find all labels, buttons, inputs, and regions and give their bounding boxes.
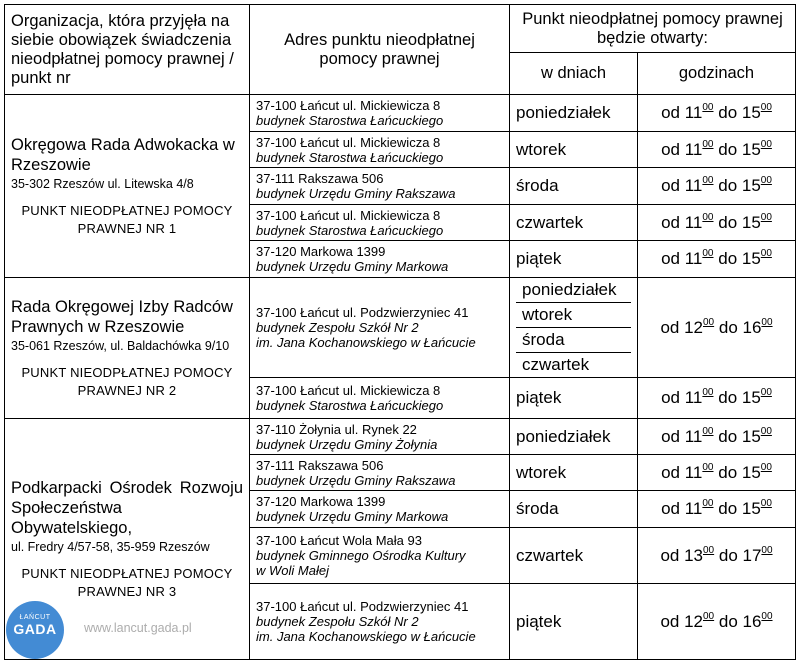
day-cell: wtorek (510, 455, 638, 491)
point-address: 37-100 Łańcut ul. Mickiewicza 8 budynek Starostwa Łańcuckiego (250, 95, 510, 132)
point-address: 37-111 Rakszawa 506 budynek Urzędu Gminy Rakszawa (250, 455, 510, 491)
day-cell: piątek (510, 241, 638, 278)
hours-cell: od $11^{00}$ do $15^{00}$ (638, 132, 796, 168)
day-item: poniedziałek (522, 280, 617, 299)
org-address: ul. Fredry 4/57-58, 35-959 Rzeszów (11, 539, 210, 554)
legal-aid-schedule-table (4, 4, 796, 660)
header-organization: Organizacja, która przyjęła na siebie obowiązek świadczenia nieodpłatnej pomocy prawnej / punkt nr (5, 5, 250, 95)
table-row (5, 95, 796, 132)
org-address: 35-302 Rzeszów ul. Litewska 4/8 (11, 176, 194, 191)
point-address: 37-100 Łańcut ul. Mickiewicza 8 budynek Starostwa Łańcuckiego (250, 132, 510, 168)
day-item: czwartek (516, 352, 631, 377)
org-point: PUNKT NIEODPŁATNEJ POMOCY PRAWNEJ NR 2 (21, 364, 233, 398)
org-name: Rada Okręgowej Izby Radców Prawnych w Rzeszowie (11, 297, 233, 336)
point-address: 37-110 Żołynia ul. Rynek 22 budynek Urzędu Gminy Żołynia (250, 419, 510, 455)
point-address: 37-100 Łańcut Wola Mała 93 budynek Gminnego Ośrodka Kultury w Woli Małej (250, 528, 510, 584)
table-row (5, 419, 796, 455)
org-point: PUNKT NIEODPŁATNEJ POMOCY PRAWNEJ NR 3 (21, 565, 233, 599)
point-address: 37-100 Łańcut ul. Podzwierzyniec 41 budynek Zespołu Szkół Nr 2 im. Jana Kochanowskiego w Łańcucie (250, 278, 510, 378)
header-days: w dniach (510, 53, 638, 95)
day-cell: środa (510, 168, 638, 205)
point-address: 37-120 Markowa 1399 budynek Urzędu Gminy Markowa (250, 241, 510, 278)
hours-cell: od $11^{00}$ do $15^{00}$ (638, 378, 796, 419)
hours-cell: od $13^{00}$ do $17^{00}$ (638, 528, 796, 584)
header-hours: godzinach (638, 53, 796, 95)
point-address: 37-100 Łańcut ul. Podzwierzyniec 41 budynek Zespołu Szkół Nr 2 im. Jana Kochanowskiego w Łańcucie (250, 584, 510, 660)
point-address: 37-111 Rakszawa 506 budynek Urzędu Gminy Rakszawa (250, 168, 510, 205)
watermark-url: www.lancut.gada.pl (84, 621, 192, 635)
point-address: 37-100 Łańcut ul. Mickiewicza 8 budynek Starostwa Łańcuckiego (250, 205, 510, 241)
day-cell: piątek (510, 584, 638, 660)
day-cell: czwartek (510, 528, 638, 584)
point-address: 37-120 Markowa 1399 budynek Urzędu Gminy Markowa (250, 491, 510, 528)
hours-cell: od $11^{00}$ do $15^{00}$ (638, 419, 796, 455)
hours-cell: od $11^{00}$ do $15^{00}$ (638, 241, 796, 278)
org-cell-1 (5, 95, 250, 278)
day-cell: poniedziałek (510, 95, 638, 132)
hours-cell: od $11^{00}$ do $15^{00}$ (638, 491, 796, 528)
header-opening: Punkt nieodpłatnej pomocy prawnej będzie otwarty: (510, 5, 796, 53)
hours-cell: od $11^{00}$ do $15^{00}$ (638, 455, 796, 491)
org-name: Podkarpacki Ośrodek Rozwoju Społeczeństwa Obywatelskiego, (11, 478, 243, 537)
day-cell: czwartek (510, 205, 638, 241)
org-cell-2 (5, 278, 250, 419)
gada-logo-watermark: ŁAŃCUT GADA (6, 601, 64, 659)
org-address: 35-061 Rzeszów, ul. Baldachówka 9/10 (11, 338, 230, 353)
day-cell: środa (510, 491, 638, 528)
table-row (5, 278, 796, 378)
hours-cell: od $12^{00}$ do $16^{00}$ (638, 278, 796, 378)
point-address: 37-100 Łańcut ul. Mickiewicza 8 budynek Starostwa Łańcuckiego (250, 378, 510, 419)
hours-cell: od $11^{00}$ do $15^{00}$ (638, 95, 796, 132)
day-cell: piątek (510, 378, 638, 419)
hours-cell: od $11^{00}$ do $15^{00}$ (638, 205, 796, 241)
hours-cell: od $12^{00}$ do $16^{00}$ (638, 584, 796, 660)
header-address: Adres punktu nieodpłatnej pomocy prawnej (250, 5, 510, 95)
day-cell: wtorek (510, 132, 638, 168)
day-item: wtorek (516, 302, 631, 327)
hours-cell: od $11^{00}$ do $15^{00}$ (638, 168, 796, 205)
day-item: środa (516, 327, 631, 352)
org-point: PUNKT NIEODPŁATNEJ POMOCY PRAWNEJ NR 1 (21, 202, 233, 236)
org-name: Okręgowa Rada Adwokacka w Rzeszowie (11, 135, 235, 174)
day-cell: poniedziałek (510, 419, 638, 455)
day-cell-multi (510, 278, 638, 378)
